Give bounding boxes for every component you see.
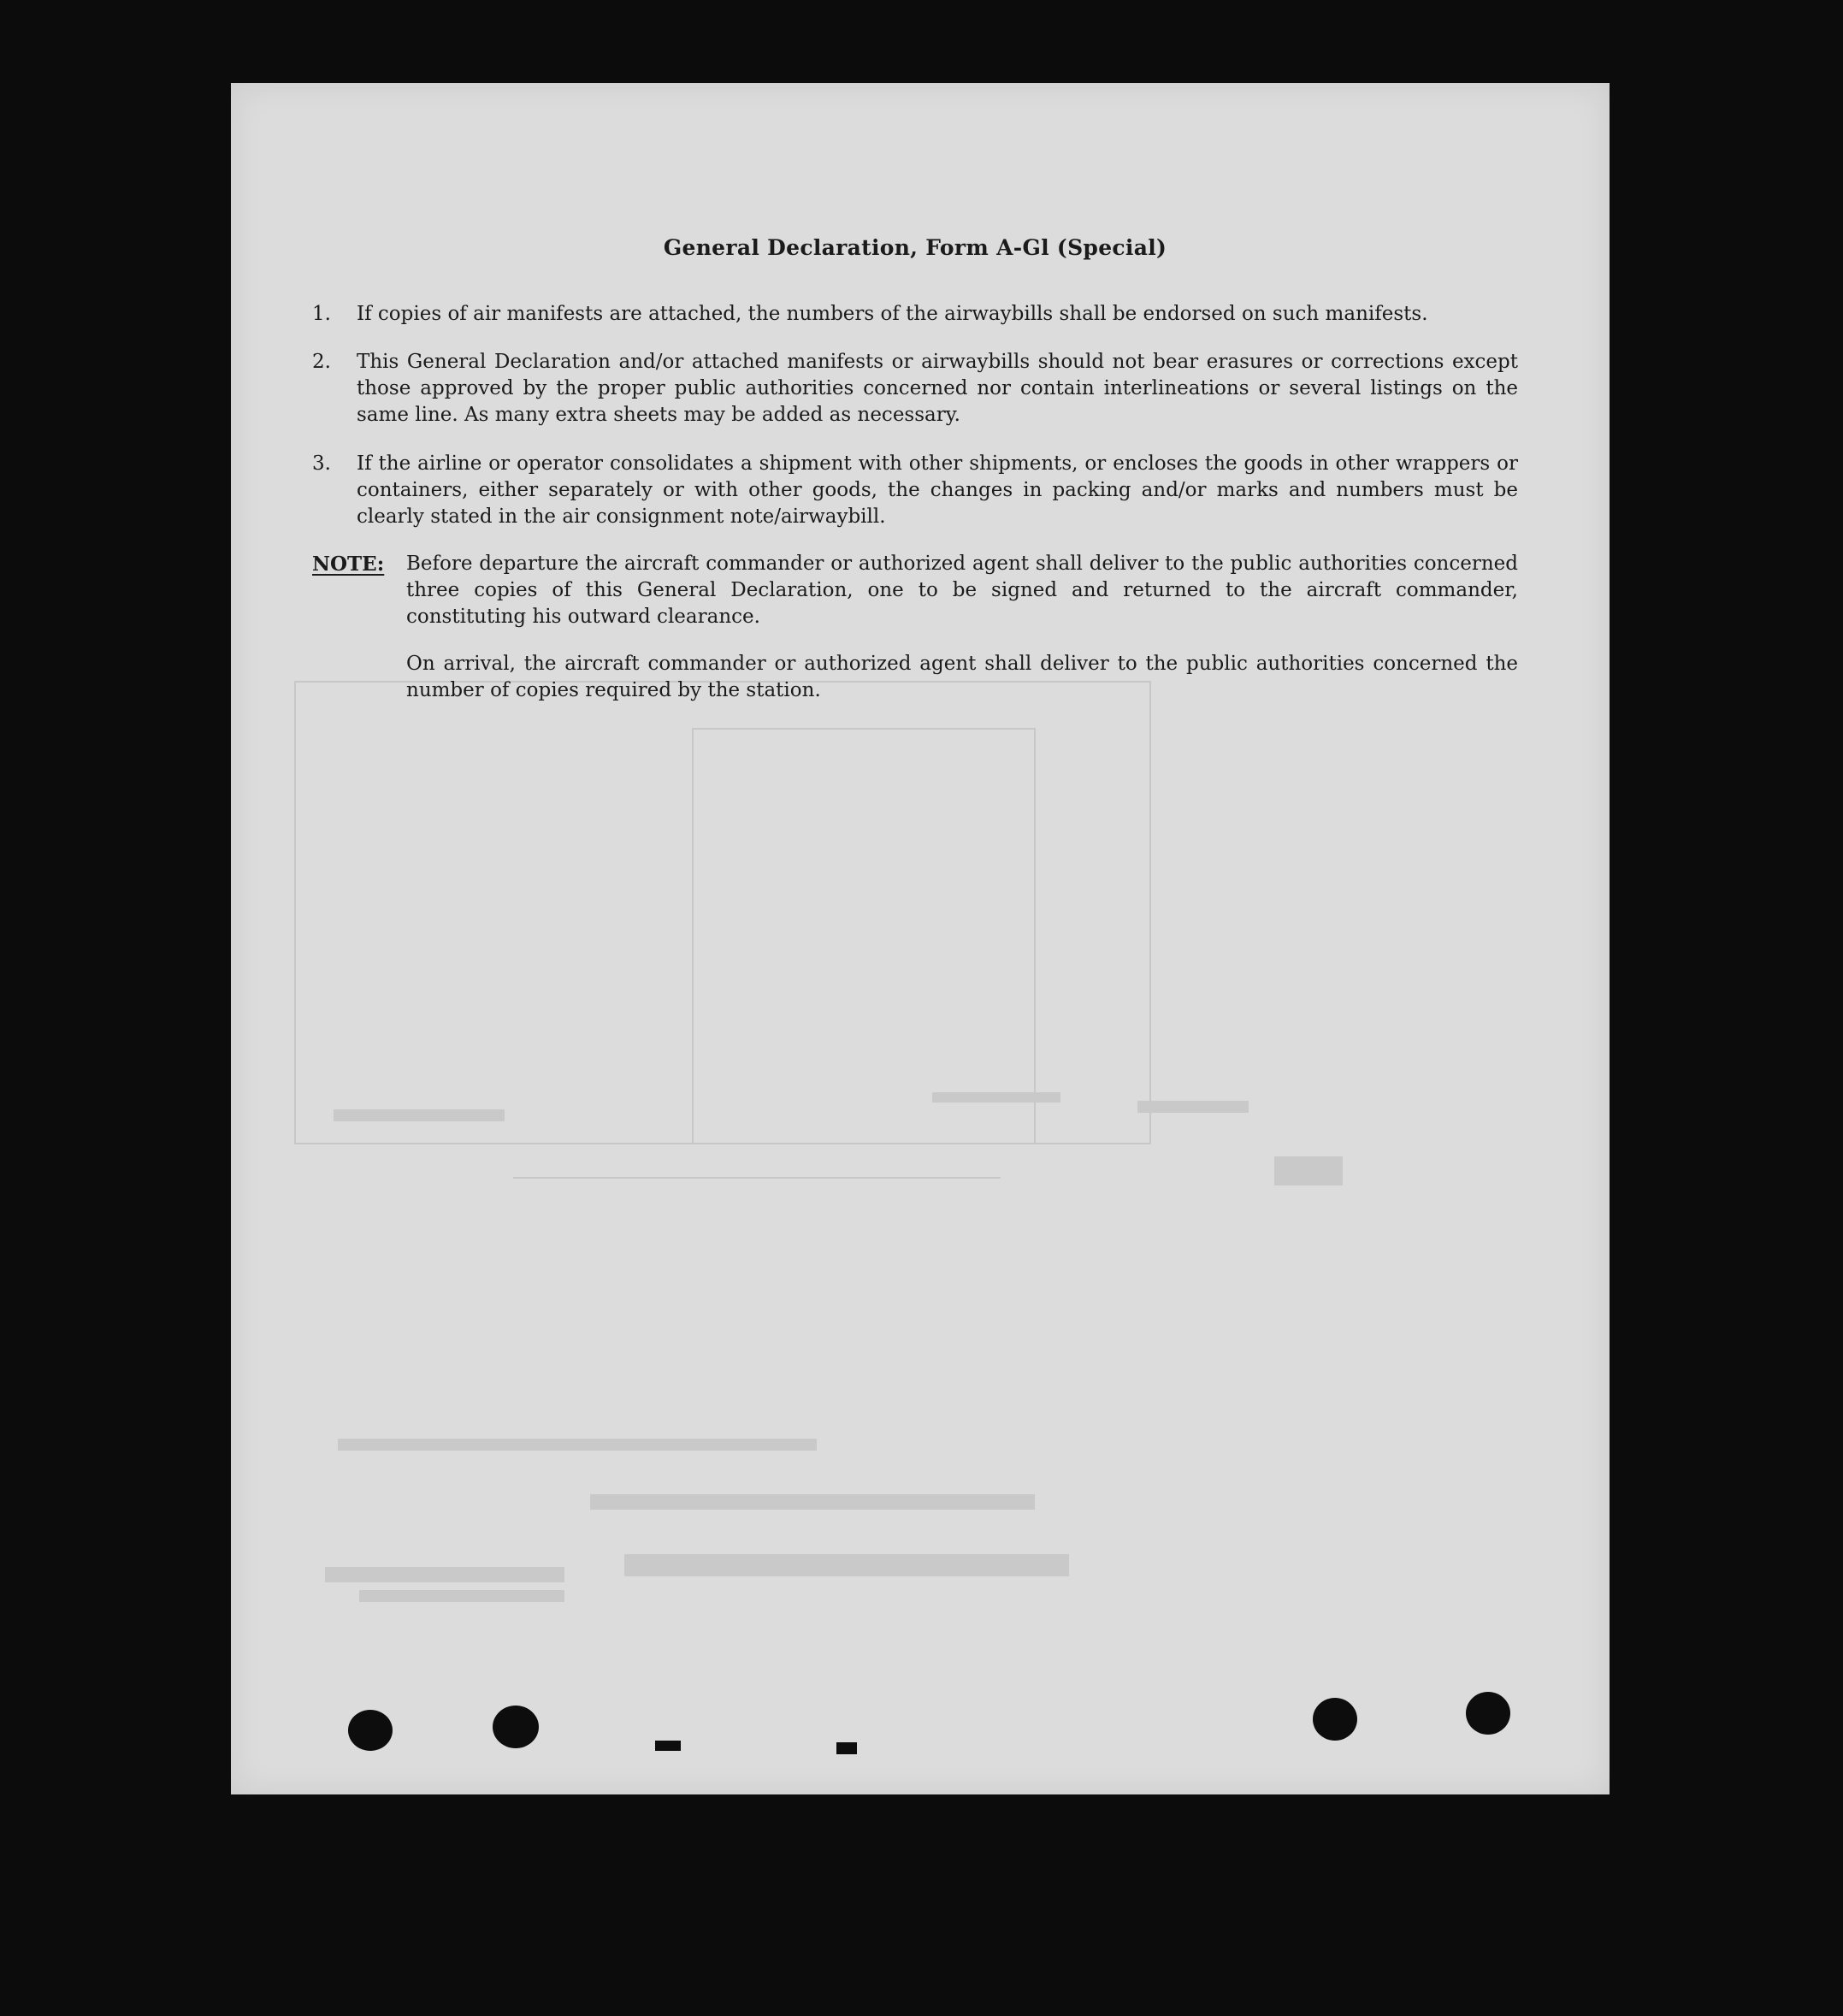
punch-hole — [1313, 1698, 1357, 1741]
note-paragraph: On arrival, the aircraft commander or authorized agent shall deliver to the public authorities concerned the number of copies required by the station. — [406, 653, 1518, 701]
document-sheet — [231, 83, 1610, 1794]
item-text: If the airline or operator consolidates a shipment with other shipments, or encloses the goods in other wrappers or containers, either separately or with other goods, the changes in packing and/or marks and numbers must be clearly stated in the air consignment note/airwaybill. — [357, 452, 1518, 528]
bleed-through-marks — [231, 83, 1610, 1794]
note-paragraph: Before departure the aircraft commander or authorized agent shall deliver to the public authorities concerned three copies of this General Declaration, one to be signed and returned to the aircraft commander, constituting his outward clearance. — [406, 553, 1518, 628]
item-text: This General Declaration and/or attached manifests or airwaybills should not bear erasures or corrections except those approved by the proper public authorities concerned nor contain interlineations or several listings on the same line. As many extra sheets may be added as necessary. — [357, 351, 1518, 426]
item-number: 2. — [312, 351, 331, 373]
item-number: 1. — [312, 303, 331, 325]
item-text: If copies of air manifests are attached, the numbers of the airwaybills shall be endorsed on such manifests. — [357, 303, 1428, 325]
item-number: 3. — [312, 452, 331, 475]
scan-artifact — [836, 1742, 857, 1754]
scan-artifact — [655, 1741, 681, 1751]
document-title: General Declaration, Form A-Gl (Special) — [663, 235, 1167, 260]
punch-hole — [493, 1706, 539, 1748]
punch-hole — [1466, 1692, 1510, 1735]
punch-hole — [348, 1710, 393, 1751]
note-label: NOTE: — [312, 553, 385, 576]
